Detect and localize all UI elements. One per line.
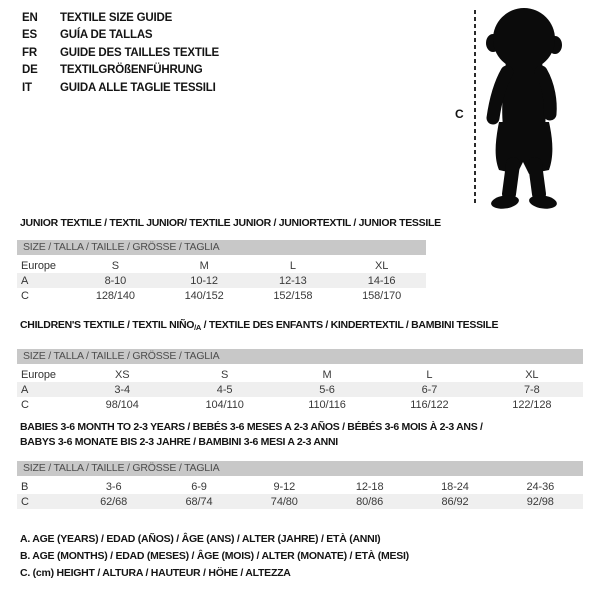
row-label: C xyxy=(21,495,29,508)
size-cell: 122/128 xyxy=(512,398,552,411)
size-cell: S xyxy=(220,368,229,381)
size-cell: 62/68 xyxy=(100,495,128,508)
size-cell: 4-5 xyxy=(216,383,233,396)
baby-silhouette-icon xyxy=(479,6,569,212)
size-cell: 6-9 xyxy=(191,480,207,493)
section-title-text: /A xyxy=(194,323,202,332)
size-cell: M xyxy=(322,368,332,381)
size-cell: 140/152 xyxy=(184,289,224,302)
size-bar xyxy=(17,349,583,364)
size-cell: 5-6 xyxy=(319,383,335,396)
size-bar xyxy=(17,461,583,476)
section-title xyxy=(20,318,583,333)
row-label: Europe xyxy=(21,259,56,272)
size-cell: S xyxy=(111,259,119,272)
language-label: GUIDA ALLE TAGLIE TESSILI xyxy=(60,81,216,94)
section-title-line xyxy=(20,216,583,230)
table-row xyxy=(17,382,583,397)
size-cell: 12-13 xyxy=(279,274,307,287)
language-row xyxy=(22,44,219,62)
language-list xyxy=(22,9,219,97)
section-title-text: BABYS 3-6 MONATE BIS 2-3 JAHRE / BAMBINI 3-6 MESI A 2-3 ANNI xyxy=(20,436,338,448)
size-cell: 86/92 xyxy=(441,495,469,508)
footnote-line: C. (cm) HEIGHT / ALTURA / HAUTEUR / HÖHE / ALTEZZA xyxy=(20,567,291,579)
section-junior xyxy=(17,216,583,303)
size-cell: 12-18 xyxy=(355,480,384,493)
size-cell: 9-12 xyxy=(273,480,296,493)
table-row xyxy=(17,288,426,303)
row-label: A xyxy=(21,274,29,287)
table-row xyxy=(17,494,583,509)
size-bar-label: SIZE / TALLA / TAILLE / GRÖSSE / TAGLIA xyxy=(23,350,220,362)
section-title-line xyxy=(20,318,583,333)
section-title-text: CHILDREN'S TEXTILE / TEXTIL NIÑO xyxy=(20,319,195,331)
table-row xyxy=(17,258,426,273)
section-title xyxy=(20,216,583,230)
size-cell: XS xyxy=(114,368,130,381)
size-cell: L xyxy=(426,368,433,381)
size-table xyxy=(17,367,583,412)
height-measure-line xyxy=(474,10,476,206)
row-label: A xyxy=(21,383,29,396)
footnote-line: A. AGE (YEARS) / EDAD (AÑOS) / ÂGE (ANS) / ALTER (JAHRE) / ETÀ (ANNI) xyxy=(20,533,381,545)
section-babies xyxy=(17,420,583,509)
height-measure-label: C xyxy=(455,107,464,121)
language-label: TEXTILE SIZE GUIDE xyxy=(60,11,173,24)
size-bar-label: SIZE / TALLA / TAILLE / GRÖSSE / TAGLIA xyxy=(23,462,220,474)
section-title-text: JUNIOR TEXTILE / TEXTIL JUNIOR/ TEXTILE JUNIOR / JUNIORTEXTIL / JUNIOR TESSILE xyxy=(20,217,441,229)
footnotes xyxy=(20,531,409,582)
size-cell: XL xyxy=(525,368,539,381)
size-cell: 8-10 xyxy=(104,274,127,287)
size-cell: 152/158 xyxy=(273,289,313,302)
size-cell: 98/104 xyxy=(105,398,139,411)
size-cell: 104/110 xyxy=(205,398,244,411)
section-title-line xyxy=(20,420,583,435)
size-bar-label: SIZE / TALLA / TAILLE / GRÖSSE / TAGLIA xyxy=(23,241,220,253)
row-label: B xyxy=(21,480,29,493)
section-title-text: / TEXTILE DES ENFANTS / KINDERTEXTIL / BAMBINI TESSILE xyxy=(201,319,499,331)
size-cell: 24-36 xyxy=(526,480,555,493)
size-cell: 128/140 xyxy=(95,289,135,302)
section-title-line xyxy=(20,435,583,450)
section-title-text: BABIES 3-6 MONTH TO 2-3 YEARS / BEBÉS 3-6 MESES A 2-3 AÑOS / BÉBÉS 3-6 MOIS À 2-3 ANS / xyxy=(20,421,483,433)
table-row xyxy=(17,273,426,288)
size-cell: 3-6 xyxy=(105,480,122,493)
size-cell: L xyxy=(289,259,296,272)
language-row xyxy=(22,27,219,45)
size-cell: 110/116 xyxy=(308,398,346,411)
size-cell: 158/170 xyxy=(362,289,402,302)
size-cell: 74/80 xyxy=(270,495,298,508)
size-cell: XL xyxy=(374,259,389,272)
size-cell: M xyxy=(199,259,209,272)
size-cell: 68/74 xyxy=(185,495,213,508)
section-title xyxy=(20,420,583,450)
language-label: GUIDE DES TAILLES TEXTILE xyxy=(60,46,219,59)
row-label: C xyxy=(21,398,29,411)
size-table xyxy=(17,479,583,509)
footnote-line: B. AGE (MONTHS) / EDAD (MESES) / ÂGE (MOIS) / ALTER (MONATE) / ETÀ (MESI) xyxy=(20,550,409,562)
size-cell: 10-12 xyxy=(190,274,218,287)
size-bar xyxy=(17,240,426,255)
language-row xyxy=(22,79,219,97)
size-cell: 7-8 xyxy=(524,383,540,396)
size-table xyxy=(17,258,426,303)
table-row xyxy=(17,397,583,412)
language-code: ES xyxy=(22,29,37,42)
size-cell: 80/86 xyxy=(356,495,384,508)
language-code: EN xyxy=(22,11,38,24)
size-cell: 3-4 xyxy=(114,383,130,396)
language-row xyxy=(22,62,219,80)
size-cell: 116/122 xyxy=(410,398,449,411)
row-label: Europe xyxy=(21,368,56,381)
size-cell: 14-16 xyxy=(367,274,396,287)
table-row xyxy=(17,367,583,382)
language-label: GUÍA DE TALLAS xyxy=(60,29,153,42)
language-code: FR xyxy=(22,46,37,59)
size-cell: 6-7 xyxy=(421,383,438,396)
language-code: DE xyxy=(22,64,38,77)
language-label: TEXTILGRÖßENFÜHRUNG xyxy=(60,64,203,77)
size-cell: 92/98 xyxy=(526,495,554,508)
section-children xyxy=(17,318,583,412)
table-row xyxy=(17,479,583,494)
row-label: C xyxy=(21,289,29,302)
language-row xyxy=(22,9,219,27)
size-cell: 18-24 xyxy=(441,480,469,493)
language-code: IT xyxy=(22,81,32,94)
